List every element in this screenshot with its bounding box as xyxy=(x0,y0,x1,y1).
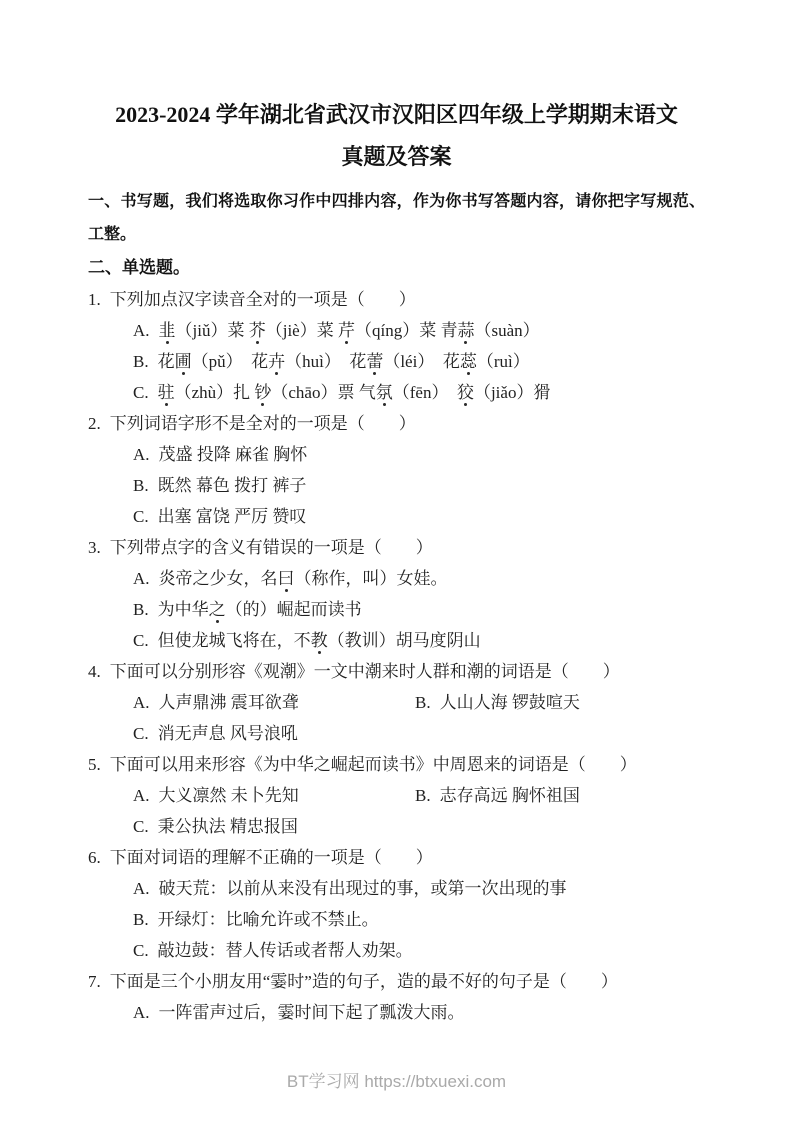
question-number: 6. xyxy=(88,848,101,867)
option-b: B. 为中华之（的）崛起而读书 xyxy=(133,600,362,619)
option-c: C. 出塞 富饶 严厉 赞叹 xyxy=(133,507,307,526)
watermark: BT学习网 https://btxuexi.com xyxy=(286,1072,507,1091)
option-b: B. 开绿灯：比喻允许或不禁止。 xyxy=(133,910,379,929)
question xyxy=(88,408,705,532)
option-label: C. xyxy=(133,507,149,526)
option-c: C. 敲边鼓：替人传话或者帮人劝架。 xyxy=(133,941,413,960)
question-text: 下列词语字形不是全对的一项是（ ） xyxy=(109,414,416,433)
question xyxy=(88,966,705,1028)
option-a: A. 炎帝之少女，名曰（称作，叫）女娃。 xyxy=(133,569,448,588)
option-row xyxy=(88,625,705,656)
question-text: 下列带点字的含义有错误的一项是（ ） xyxy=(109,538,433,557)
option-b: B. 花圃（pǔ） 花卉（huì） 花蕾（léi） 花蕊（ruì） xyxy=(133,352,530,371)
question-text: 下面是三个小朋友用“霎时”造的句子，造的最不好的句子是（ ） xyxy=(109,972,618,991)
option-label: A. xyxy=(133,1003,150,1022)
option-label: A. xyxy=(133,786,150,805)
option-row xyxy=(88,563,705,594)
question xyxy=(88,284,705,408)
option-label: C. xyxy=(133,631,149,650)
option-label: C. xyxy=(133,383,149,402)
emphasized-char: 氛 xyxy=(375,383,393,402)
option-label: B. xyxy=(133,600,149,619)
question-number: 4. xyxy=(88,662,101,681)
option-row xyxy=(88,935,705,966)
option-c: C. 消无声息 风号浪吼 xyxy=(133,724,298,743)
option-b: B. 志存高远 胸怀祖国 xyxy=(415,786,580,805)
question-stem xyxy=(88,656,705,687)
option-b: B. 人山人海 锣鼓喧天 xyxy=(415,693,580,712)
question-text: 下面对词语的理解不正确的一项是（ ） xyxy=(109,848,433,867)
option-row xyxy=(88,904,705,935)
question-number: 2. xyxy=(88,414,101,433)
emphasized-char: 圃 xyxy=(174,352,192,371)
option-row xyxy=(88,470,705,501)
document-title-line2: 真题及答案 xyxy=(341,144,452,169)
option-row xyxy=(88,377,705,408)
option-row xyxy=(88,687,705,718)
option-label: B. xyxy=(133,476,149,495)
option-label: C. xyxy=(133,941,149,960)
emphasized-char: 韭 xyxy=(158,321,176,340)
option-label: A. xyxy=(133,879,150,898)
option-a: A. 一阵雷声过后，霎时间下起了瓢泼大雨。 xyxy=(133,1003,465,1022)
question xyxy=(88,532,705,656)
option-row xyxy=(88,315,705,346)
option-label: B. xyxy=(415,786,431,805)
option-label: C. xyxy=(133,817,149,836)
question-number: 3. xyxy=(88,538,101,557)
option-row xyxy=(88,594,705,625)
emphasized-char: 钞 xyxy=(254,383,272,402)
option-row xyxy=(88,811,705,842)
question xyxy=(88,842,705,966)
document-title xyxy=(0,0,793,178)
question-stem xyxy=(88,749,705,780)
option-label: A. xyxy=(133,321,150,340)
question-number: 7. xyxy=(88,972,101,991)
option-a: A. 韭（jiǔ）菜 芥（jiè）菜 芹（qíng）菜 青蒜（suàn） xyxy=(133,321,540,340)
option-c: C. 秉公执法 精忠报国 xyxy=(133,817,298,836)
question-stem xyxy=(88,966,705,997)
question-stem xyxy=(88,284,705,315)
emphasized-char: 芹 xyxy=(337,321,355,340)
option-label: A. xyxy=(133,445,150,464)
option-label: B. xyxy=(133,352,149,371)
question-text: 下面可以用来形容《为中华之崛起而读书》中周恩来的词语是（ ） xyxy=(109,755,637,774)
option-row xyxy=(88,718,705,749)
option-a: A. 人声鼎沸 震耳欲聋 xyxy=(133,693,299,712)
document-title-line1: 2023-2024 学年湖北省武汉市汉阳区四年级上学期期末语文 xyxy=(115,102,678,127)
question-number: 5. xyxy=(88,755,101,774)
emphasized-char: 驻 xyxy=(157,383,175,402)
option-c: C. 但使龙城飞将在，不教（教训）胡马度阴山 xyxy=(133,631,481,650)
option-row xyxy=(88,780,705,811)
emphasized-char: 狡 xyxy=(456,383,474,402)
option-b: B. 既然 幕色 拨打 裤子 xyxy=(133,476,307,495)
option-row xyxy=(88,997,705,1028)
option-c: C. 驻（zhù）扎 钞（chāo）票 气氛（fēn） 狡（jiǎo）猾 xyxy=(133,383,551,402)
emphasized-char: 曰 xyxy=(277,569,295,588)
question-list xyxy=(88,284,705,1028)
emphasized-char: 蕾 xyxy=(366,352,384,371)
section-choice-header: 二、单选题。 xyxy=(88,258,190,277)
question-stem xyxy=(88,408,705,439)
section-writing-header: 一、书写题，我们将选取你习作中四排内容，作为你书写答题内容，请你把字写规范、工整。 xyxy=(88,193,705,243)
option-label: C. xyxy=(133,724,149,743)
option-label: A. xyxy=(133,693,150,712)
emphasized-char: 蒜 xyxy=(457,321,475,340)
emphasized-char: 之 xyxy=(208,600,226,619)
question xyxy=(88,656,705,749)
option-a: A. 大义凛然 未卜先知 xyxy=(133,786,299,805)
option-a: A. 茂盛 投降 麻雀 胸怀 xyxy=(133,445,308,464)
emphasized-char: 教 xyxy=(310,631,328,650)
option-label: B. xyxy=(133,910,149,929)
question-stem xyxy=(88,532,705,563)
question-stem xyxy=(88,842,705,873)
question-number: 1. xyxy=(88,290,101,309)
option-row xyxy=(88,501,705,532)
emphasized-char: 芥 xyxy=(248,321,266,340)
question-text: 下面可以分别形容《观潮》一文中潮来时人群和潮的词语是（ ） xyxy=(109,662,620,681)
emphasized-char: 蕊 xyxy=(459,352,477,371)
option-row xyxy=(88,873,705,904)
question xyxy=(88,749,705,842)
option-label: B. xyxy=(415,693,431,712)
option-label: A. xyxy=(133,569,150,588)
option-row xyxy=(88,439,705,470)
option-row xyxy=(88,346,705,377)
question-text: 下列加点汉字读音全对的一项是（ ） xyxy=(109,290,416,309)
emphasized-char: 卉 xyxy=(268,352,286,371)
option-a: A. 破天荒：以前从来没有出现过的事，或第一次出现的事 xyxy=(133,879,567,898)
